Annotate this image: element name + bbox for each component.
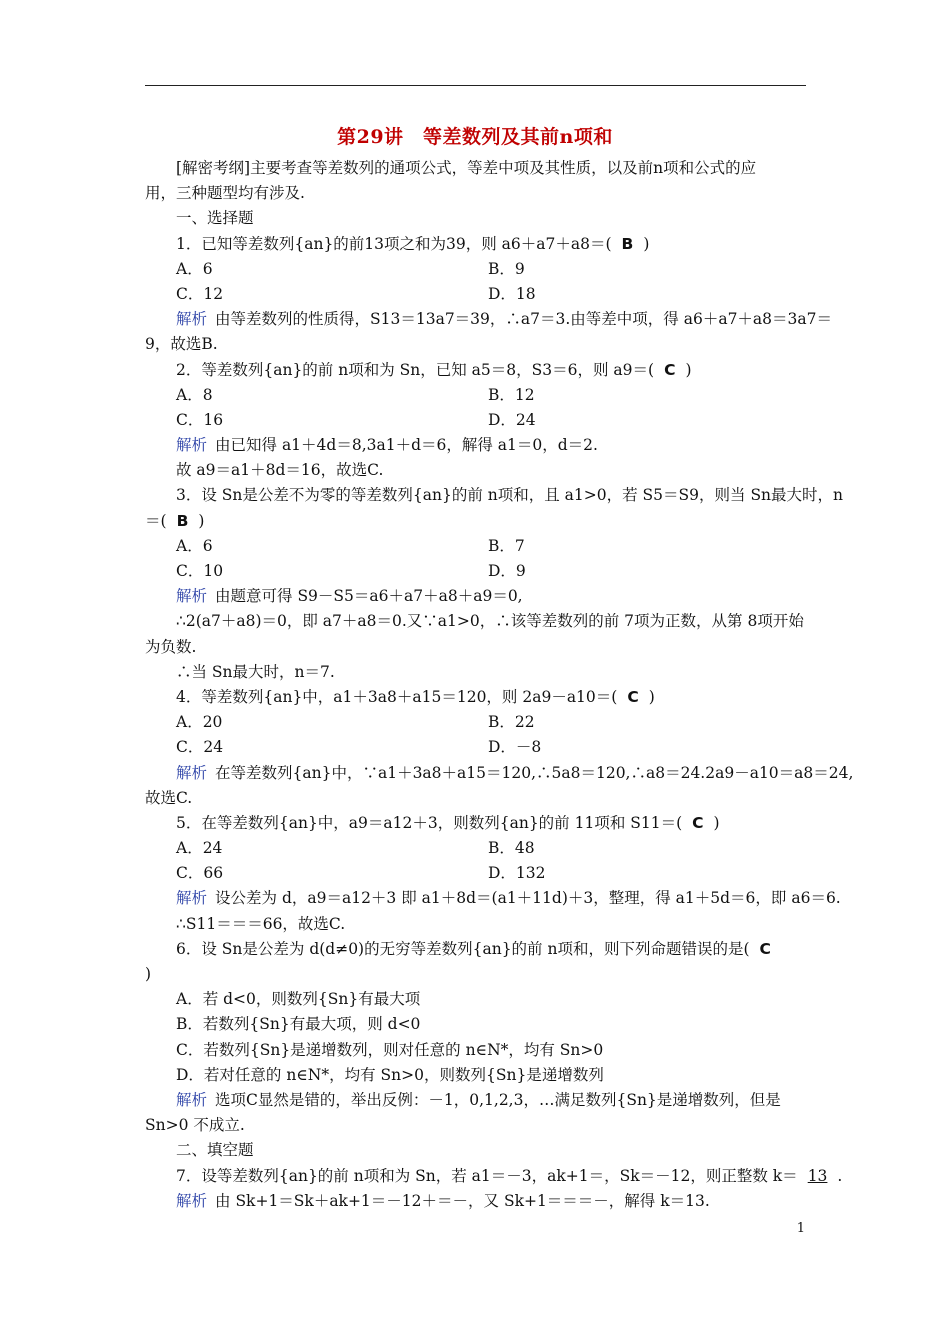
question-stem: ＝( B ): [145, 511, 205, 530]
option-row: [145, 559, 806, 584]
answer-mark: C: [692, 813, 704, 832]
option: C．16: [176, 410, 224, 429]
intro-line: [解密考纲]主要考查等差数列的通项公式，等差中项及其性质，以及前n项和公式的应: [176, 159, 757, 177]
option: A．20: [176, 713, 223, 732]
option: B．12: [488, 385, 535, 404]
option: D．若对任意的 n∈N*，均有 Sn>0，则数列{Sn}是递增数列: [176, 1065, 604, 1084]
solution-label: 解析: [176, 763, 208, 782]
solution-line: 故选C.: [145, 788, 193, 807]
option: B．22: [488, 713, 535, 732]
option: B．若数列{Sn}有最大项，则 d<0: [176, 1015, 421, 1034]
option: D．18: [488, 284, 536, 303]
document-body: [145, 156, 854, 1214]
solution-line: 解析 在等差数列{an}中，∵a1＋3a8＋a15＝120,∴5a8＝120,∴a8＝24.2a9－a10＝a8＝24,: [176, 763, 854, 782]
option: D．132: [488, 864, 546, 883]
section-heading: 一、选择题: [176, 209, 254, 228]
question-stem: 2．等差数列{an}的前 n项和为 Sn，已知 a5＝8，S3＝6，则 a9＝( C ): [176, 360, 692, 379]
question-stem: ): [145, 965, 152, 983]
solution-line: 解析 由 Sk+1＝Sk＋ak+1＝－12＋＝－，又 Sk+1＝＝＝－，解得 k＝13.: [176, 1191, 710, 1210]
solution-line: 解析 由题意可得 S9－S5＝a6＋a7＋a8＋a9＝0,: [176, 587, 523, 606]
solution-line: 解析 由已知得 a1＋4d＝8,3a1＋d＝6，解得 a1＝0，d＝2.: [176, 436, 598, 455]
option-row: [145, 282, 806, 307]
question-stem: 4．等差数列{an}中，a1＋3a8＋a15＝120，则 2a9－a10＝( C ): [176, 687, 655, 706]
solution-line: 故 a9＝a1＋8d＝16，故选C.: [176, 461, 384, 480]
solution-line: ∴S11＝＝＝66，故选C.: [176, 914, 346, 933]
solution-line: 解析 选项C显然是错的，举出反例：－1，0,1,2,3，…满足数列{Sn}是递增数列，但是: [176, 1090, 781, 1109]
option-row: [145, 836, 806, 861]
option: B．7: [488, 536, 525, 555]
page-title: 第29讲 等差数列及其前n项和: [337, 126, 613, 148]
option: A．24: [176, 839, 223, 858]
option: A．8: [176, 385, 213, 404]
option: A．若 d<0，则数列{Sn}有最大项: [176, 990, 421, 1009]
question-stem: 7．设等差数列{an}的前 n项和为 Sn，若 a1＝－3，ak+1＝，Sk＝－12，则正整数 k＝ 13 .: [176, 1166, 843, 1185]
answer-mark: C: [759, 939, 771, 958]
fill-answer: 13: [807, 1166, 828, 1185]
option: D．9: [488, 562, 526, 580]
solution-label: 解析: [176, 889, 208, 908]
option: D．24: [488, 410, 536, 429]
solution-line: 解析 设公差为 d，a9＝a12＋3 即 a1＋8d＝(a1＋11d)＋3，整理，得 a1＋5d＝6，即 a6＝6.: [176, 889, 841, 908]
answer-mark: B: [176, 511, 189, 530]
solution-line: ∴2(a7＋a8)＝0，即 a7＋a8＝0.又∵a1>0，∴该等差数列的前 7项为正数，从第 8项开始: [176, 612, 804, 631]
answer-mark: C: [664, 360, 676, 379]
solution-line: ∴当 Sn最大时，n＝7.: [176, 662, 335, 681]
solution-label: 解析: [176, 436, 208, 455]
question-stem: 3．设 Sn是公差不为零的等差数列{an}的前 n项和，且 a1>0，若 S5＝S9，则当 Sn最大时，n: [176, 486, 844, 505]
question-stem: 6．设 Sn是公差为 d(d≠0)的无穷等差数列{an}的前 n项和，则下列命题错误的是( C: [145, 937, 806, 962]
answer-mark: B: [621, 234, 634, 253]
option: D．－8: [488, 738, 542, 757]
question-stem: 1．已知等差数列{an}的前13项之和为39，则 a6＋a7＋a8＝( B ): [176, 234, 650, 253]
solution-label: 解析: [176, 1090, 208, 1109]
option-row: [145, 710, 806, 735]
option-row: [145, 861, 806, 886]
solution-line: 9，故选B.: [145, 335, 218, 354]
option: C．66: [176, 864, 224, 883]
option-row: [145, 534, 806, 559]
solution-label: 解析: [176, 310, 208, 329]
option-row: [145, 383, 806, 408]
option: B．48: [488, 839, 535, 858]
option: C．10: [176, 562, 224, 580]
option: A．6: [176, 259, 213, 278]
solution-label: 解析: [176, 1191, 208, 1210]
option: C．12: [176, 284, 224, 303]
solution-label: 解析: [176, 587, 208, 606]
header-rule: [145, 85, 806, 86]
page-number: 1: [796, 1221, 805, 1236]
section-heading: 二、填空题: [176, 1141, 254, 1160]
option: C．若数列{Sn}是递增数列，则对任意的 n∈N*，均有 Sn>0: [176, 1040, 604, 1059]
option: C．24: [176, 738, 224, 757]
option-row: [145, 735, 806, 760]
solution-line: 解析 由等差数列的性质得，S13＝13a7＝39，∴a7＝3.由等差中项，得 a6＋a7＋a8＝3a7＝: [176, 310, 832, 329]
solution-line: 为负数.: [145, 637, 197, 656]
question-stem: 5．在等差数列{an}中，a9＝a12＋3，则数列{an}的前 11项和 S11＝( C ): [176, 813, 720, 832]
answer-mark: C: [627, 687, 639, 706]
option: B．9: [488, 259, 525, 278]
option-row: [145, 408, 806, 433]
solution-line: Sn>0 不成立.: [145, 1116, 245, 1135]
option: A．6: [176, 536, 213, 555]
option-row: [145, 257, 806, 282]
intro-line: 用，三种题型均有涉及.: [145, 184, 305, 203]
